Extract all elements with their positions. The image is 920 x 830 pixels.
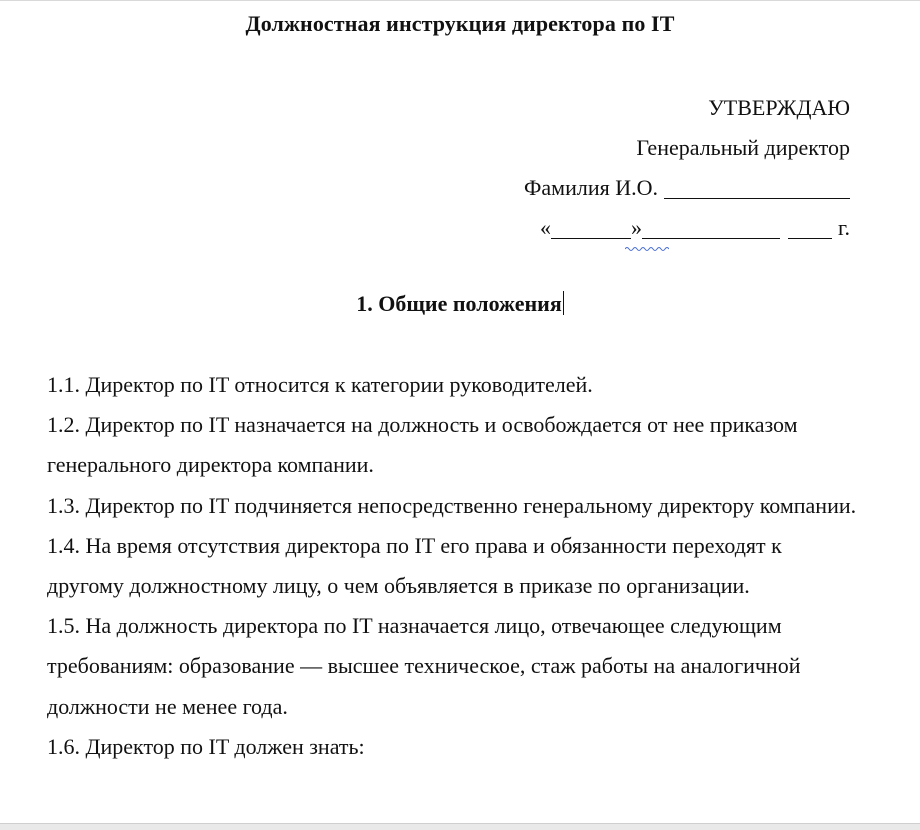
document-body[interactable] [47,365,857,767]
approval-date-line [524,208,850,248]
page-top-border [0,0,920,1]
page-bottom-edge [0,823,920,830]
paragraph-1-2: 1.2. Директор по IT назначается на должность и освобождается от нее приказом генерального директора компании. [47,412,798,478]
approval-block [524,88,850,248]
text-cursor [563,291,564,315]
date-month-field[interactable] [642,214,780,239]
date-year-suffix: г. [837,215,850,240]
section-heading[interactable] [0,289,920,319]
paragraph-1-4: 1.4. На время отсутствия директора по IT его права и обязанности переходят к другому должностному лицу, о чем объявляется в приказе по организации. [47,532,782,599]
date-year-field[interactable] [788,214,832,239]
date-close-quote: » [630,215,642,240]
signature-field[interactable] [664,174,850,199]
approval-heading: УТВЕРЖДАЮ [708,95,850,120]
section-heading-text: 1. Общие положения [356,291,562,316]
date-day-field[interactable] [551,214,631,239]
approver-name-label: Фамилия И.О. [524,175,658,200]
document-title: Должностная инструкция директора по IT [245,11,675,36]
paragraph-1-5: 1.5. На должность директора по IT назначается лицо, отвечающее следующим требованиям: образование — высшее техническое, стаж работы на аналогичной должности не менее года. [47,613,801,719]
date-close-quote-wrap [631,208,642,248]
paragraph-1-1: 1.1. Директор по IT относится к категории руководителей. [47,372,593,397]
date-open-quote: « [539,215,551,240]
paragraph-1-6: 1.6. Директор по IT должен знать: [47,733,365,759]
approver-signature-line [524,168,850,208]
paragraph-1-3: 1.3. Директор по IT подчиняется непосредственно генеральному директору компании. [47,492,857,518]
approver-position: Генеральный директор [636,135,850,160]
spellcheck-squiggle [625,246,669,251]
